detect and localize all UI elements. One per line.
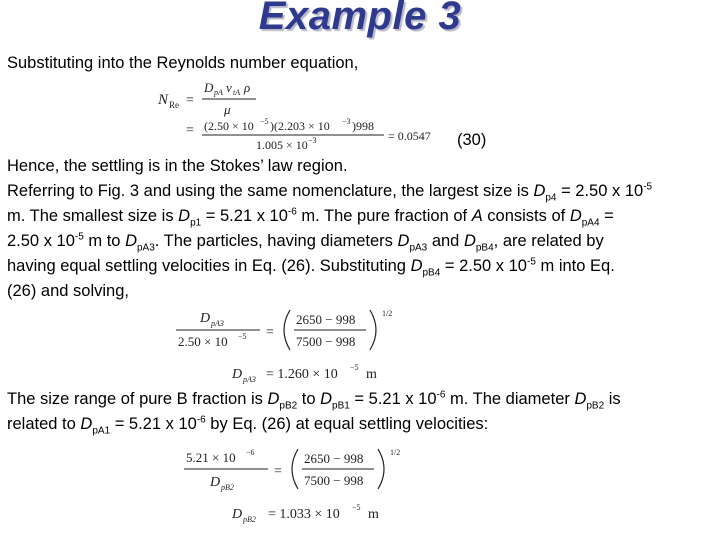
eq1-num-bot-e1: −5 (260, 117, 269, 126)
eq3-res-e: −5 (352, 503, 361, 512)
para1-line1: Referring to Fig. 3 and using the same nomenclature, the largest size is $D_{p4} = 2.50$ x $10^{-5}$ (7, 181, 653, 204)
eq3-rhs-num: 2650 − 998 (304, 451, 364, 466)
eq2-power: 1/2 (382, 309, 393, 318)
eq2-res-val: = 1.260 × 10 (266, 367, 338, 382)
eq3-frac-num: 5.21 × 10 (186, 450, 236, 465)
eq3-res-unit: m (368, 507, 379, 522)
para1-line4: having equal settling velocities in Eq. (26). Substituting $D_{pB4} = 2.50$ x $10^{-5}$ m into Eq. (7, 256, 615, 279)
equation-reynolds (152, 78, 442, 154)
eq2-rhs-num: 2650 − 998 (296, 312, 356, 327)
eq2-frac-num-sub: pA3 (211, 319, 224, 328)
eq1-num-d-sub: pA (214, 88, 223, 97)
eq3-res-lhs-sub: pB2 (243, 515, 256, 524)
para1-line3: 2.50 x $10^{-5}$ m to $D_{pA3}$. The particles, having diameters $D_{pA3}$ and $D_{pB4}$, are related by (7, 231, 604, 254)
eq3-frac-den-sub: pB2 (221, 483, 234, 492)
eq2-frac-den: 2.50 × 10 (178, 334, 228, 349)
eq3-power: 1/2 (390, 448, 401, 457)
eq1-num-bot-mid: )(2.203 × 10 (270, 119, 330, 133)
eq1-num-rho: ρ (244, 80, 251, 95)
intro-text: Substituting into the Reynolds number equation, (7, 54, 359, 72)
para1-line2: m. The smallest size is $D_{p1} = 5.21$ x $10^{-6}$ m. The pure fraction of A consists of $D_{pA4}$ = (7, 206, 614, 229)
eq1-num-v-sub: tA (233, 88, 241, 97)
eq1-den-bot: 1.005 × 10 (256, 138, 308, 152)
eq1-num-v: v (226, 80, 232, 95)
equation-dpb2 (178, 444, 428, 526)
eq1-result: = 0.0547 (388, 129, 431, 143)
slide-title: Example 3 (258, 0, 462, 38)
eq1-num-d: D (204, 80, 214, 95)
equation-number: (30) (457, 131, 487, 149)
svg-text:=: = (266, 325, 274, 340)
eq1-num-bot: (2.50 × 10 (204, 119, 254, 133)
svg-text:=: = (274, 464, 282, 479)
eq3-res-lhs: D (232, 507, 243, 522)
equation-dpa3 (170, 306, 420, 386)
eq1-lhs: N (158, 92, 169, 108)
eq2-res-e: −5 (350, 363, 359, 372)
eq1-den-mu: μ (224, 102, 231, 117)
eq2-res-lhs-sub: pA3 (243, 375, 256, 384)
eq1-num-bot-end: )998 (352, 119, 374, 133)
eq3-frac-num-e: −6 (246, 448, 255, 457)
para1-line5: (26) and solving, (7, 282, 129, 300)
eq1-num-bot-e2: −3 (342, 117, 351, 126)
eq2-frac-den-e: −5 (238, 332, 247, 341)
svg-text:=: = (186, 93, 194, 108)
eq1-den-bot-e: −3 (308, 136, 317, 145)
eq2-res-unit: m (366, 367, 377, 382)
eq1-lhs-sub: Re (169, 100, 179, 110)
line-stokes: Hence, the settling is in the Stokes’ law region. (7, 157, 348, 175)
svg-text:=: = (186, 123, 194, 138)
eq3-res-val: = 1.033 × 10 (268, 507, 340, 522)
eq3-frac-den: D (210, 475, 221, 490)
eq2-rhs-den: 7500 − 998 (296, 334, 356, 349)
eq2-frac-num: D (200, 311, 211, 326)
eq2-res-lhs: D (232, 367, 243, 382)
para2-line1: The size range of pure B fraction is $D_{pB2}$ to $D_{pB1} = 5.21$ x $10^{-6}$ m. The diameter $D_{pB2}$ is (7, 389, 621, 412)
para2-line2: related to $D_{pA1} = 5.21$ x $10^{-6}$ by Eq. (26) at equal settling velocities: (7, 414, 489, 437)
eq3-rhs-den: 7500 − 998 (304, 473, 364, 488)
